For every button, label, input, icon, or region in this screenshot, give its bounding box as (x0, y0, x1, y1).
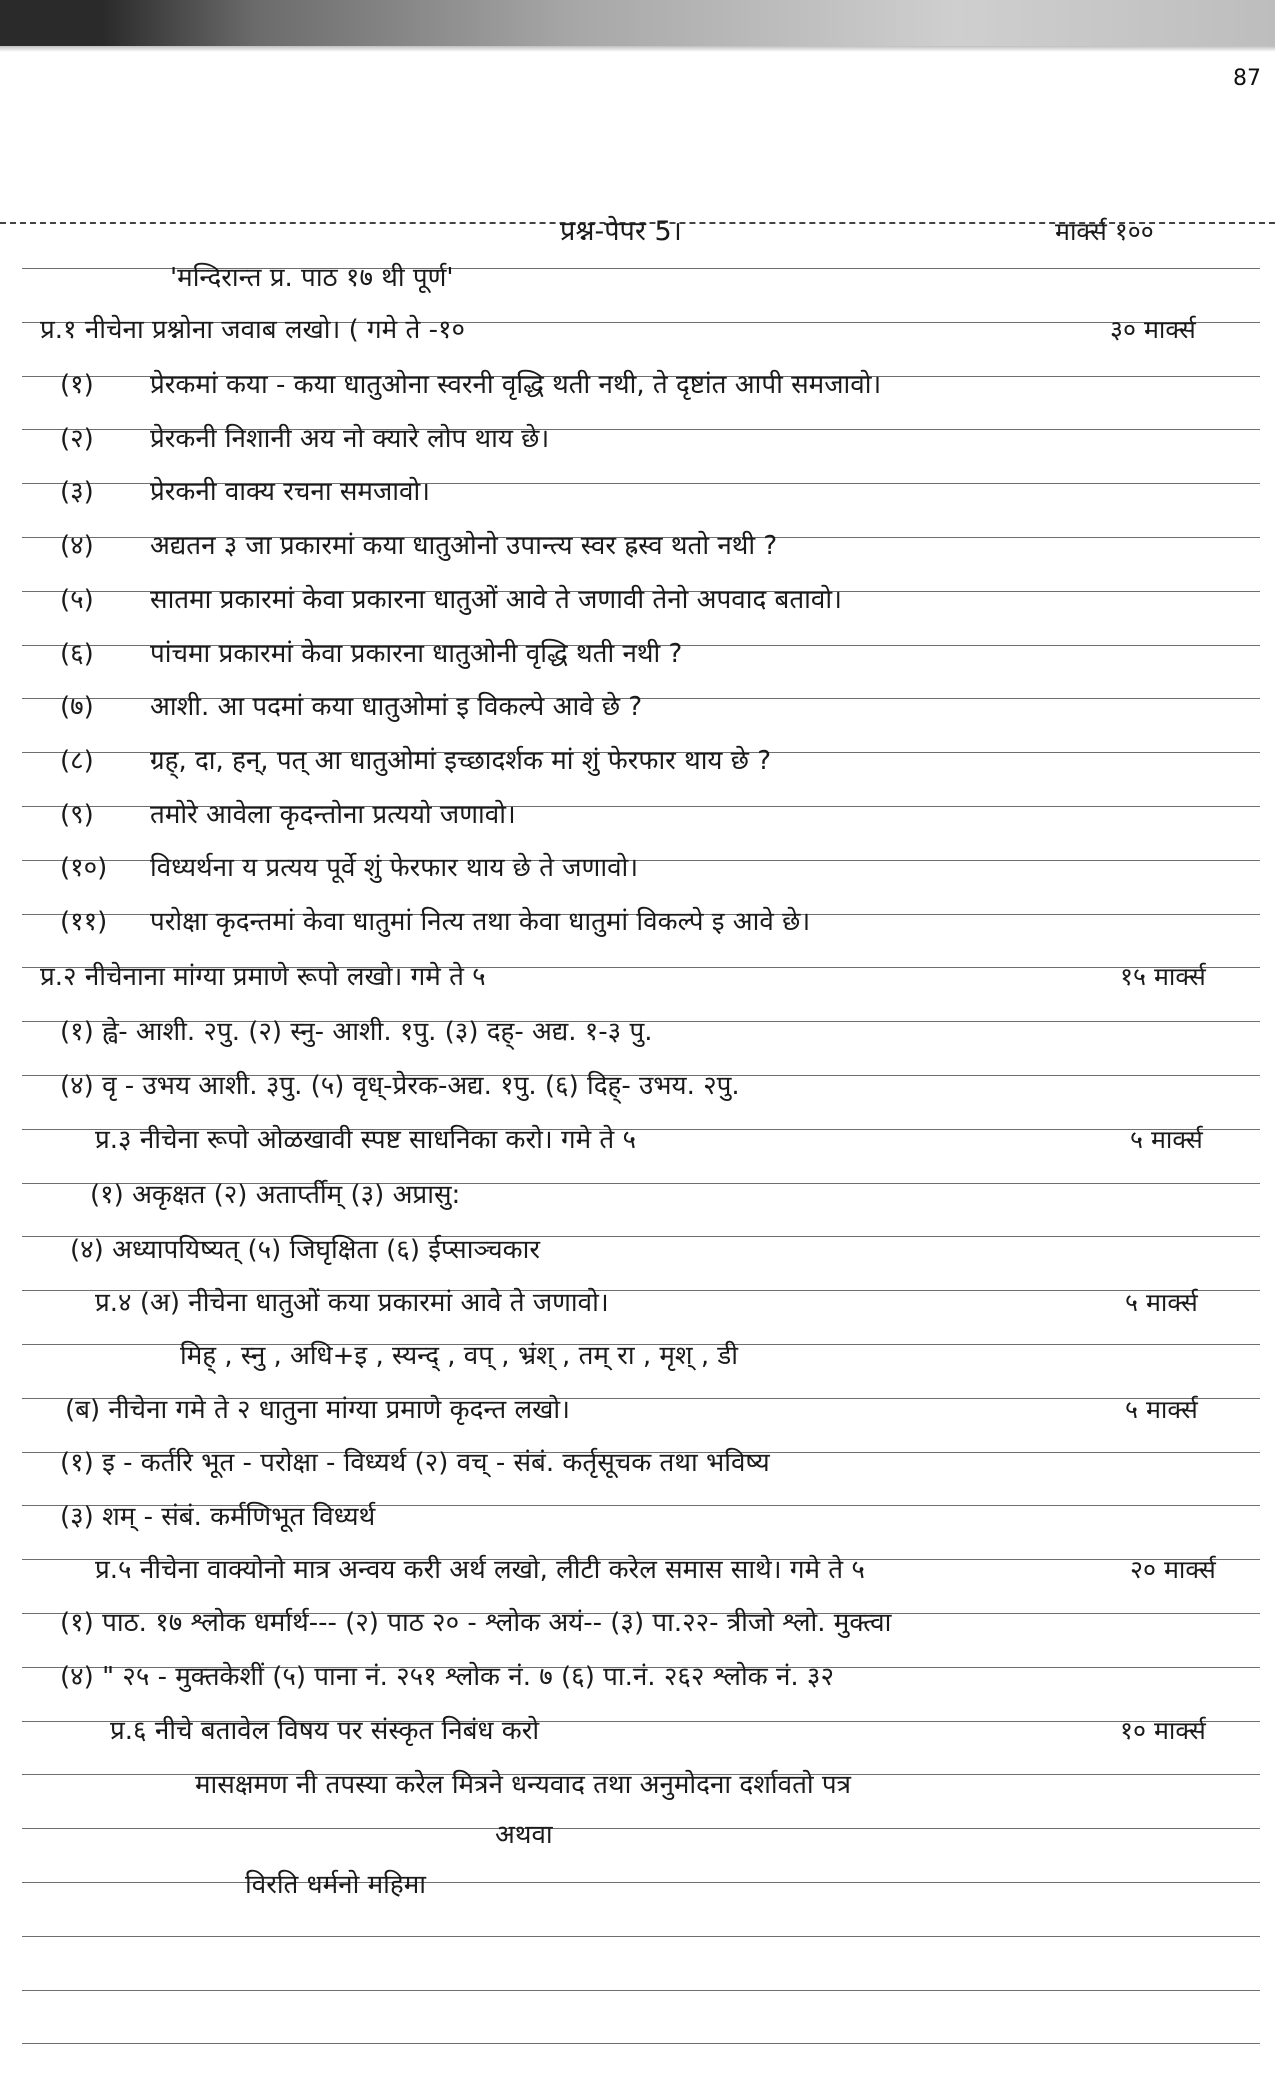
q1-item (0, 472, 1275, 512)
q2-heading-row (0, 957, 1275, 997)
q1-marks: ३० मार्क्स (1110, 315, 1196, 344)
ruled-line (22, 1990, 1260, 1991)
scan-edge-bar (0, 0, 1275, 46)
q1-heading-row (0, 310, 1275, 350)
q1-item-text: प्रेरकमां कया - कया धातुओना स्वरनी वृद्धि थती नथी, ते दृष्टांत आपी समजावो। (150, 370, 882, 400)
q1-item (0, 741, 1275, 781)
q1-item (0, 795, 1275, 835)
q6-topic-1: मासक्षमण नी तपस्या करेल मित्रने धन्यवाद तथा अनुमोदना दर्शावतो पत्र (195, 1770, 852, 1800)
q1-item-text: पांचमा प्रकारमां केवा प्रकारना धातुओनी वृद्धि थती नथी ? (150, 639, 683, 669)
q1-item (0, 902, 1275, 942)
q1-item (0, 687, 1275, 727)
q4a-heading: प्र.४ (अ) नीचेना धातुओं कया प्रकारमां आवे ते जणावो। (95, 1288, 609, 1318)
q1-item-number: (४) (60, 531, 94, 561)
q5-options-1-3: (१) पाठ. १७ श्लोक धर्मार्थ--- (२) पाठ २० - श्लोक अयं-- (३) पा.२२- त्रीजो श्लो. मुक्त्वा (60, 1608, 892, 1638)
q1-item (0, 848, 1275, 888)
q1-item-number: (११) (60, 907, 108, 937)
q4a-marks: ५ मार्क्स (1125, 1288, 1198, 1317)
q3-forms-4-6: (४) अध्यापयिष्यत् (५) जिघृक्षिता (६) ईप्साञ्चकार (70, 1235, 540, 1265)
q2-row-1 (0, 1012, 1275, 1052)
q1-item-number: (५) (60, 585, 94, 615)
q1-item-number: (१०) (60, 853, 108, 883)
ruled-line (22, 2043, 1260, 2044)
header-row (0, 212, 1275, 252)
q1-item-text: तमोरे आवेला कृदन्तोना प्रत्ययो जणावो। (150, 800, 516, 830)
q1-item-text: आशी. आ पदमां कया धातुओमां इ विकल्पे आवे छे ? (150, 692, 643, 722)
q6-topic-1-row (0, 1765, 1275, 1805)
ruled-line (22, 1936, 1260, 1937)
q2-options-1-3: (१) ह्वे- आशी. २पु. (२) स्नु- आशी. १पु. (३) दह्- अद्य. १-३ पु. (60, 1017, 653, 1047)
q4b-heading: (ब) नीचेना गमे ते २ धातुना मांग्या प्रमाणे कृदन्त लखो। (65, 1395, 570, 1425)
q4b-row-1 (0, 1443, 1275, 1483)
q1-item-text: सातमा प्रकारमां केवा प्रकारना धातुओं आवे ते जणावी तेनो अपवाद बतावो। (150, 585, 842, 615)
q1-item-number: (१) (60, 370, 94, 400)
q4-roots-list: मिह् , स्नु , अधि+इ , स्यन्द् , वप् , भ्रंश् , तम् रा , मृश् , डी (180, 1341, 739, 1371)
q6-marks: १० मार्क्स (1120, 1716, 1206, 1745)
q5-row-1 (0, 1603, 1275, 1643)
q2-marks: १५ मार्क्स (1120, 962, 1206, 991)
q1-item-text: अद्यतन ३ जा प्रकारमां कया धातुओनो उपान्त्य स्वर ह्रस्व थतो नथी ? (150, 531, 778, 561)
q3-row-1 (0, 1175, 1275, 1215)
q5-options-4-6: (४) " २५ - मुक्तकेशीं (५) पाना नं. २५१ श्लोक नं. ७ (६) पा.नं. २६२ श्लोक नं. ३२ (60, 1662, 834, 1692)
q1-item (0, 365, 1275, 405)
q6-heading: प्र.६ नीचे बतावेल विषय पर संस्कृत निबंध करो (110, 1716, 540, 1746)
q1-item-number: (२) (60, 424, 94, 454)
q1-item-text: प्रेरकनी निशानी अय नो क्यारे लोप थाय छे। (150, 424, 550, 454)
q1-item-number: (८) (60, 746, 94, 776)
q2-options-4-6: (४) वृ - उभय आशी. ३पु. (५) वृध्-प्रेरक-अद्य. १पु. (६) दिह्- उभय. २पु. (60, 1071, 740, 1101)
q1-item-text: ग्रह्, दा, हन्, पत् आ धातुओमां इच्छादर्शक मां शुं फेरफार थाय छे ? (150, 746, 772, 776)
q4b-row-2 (0, 1497, 1275, 1537)
q3-forms-1-3: (१) अकृक्षत (२) अतार्प्तीम् (३) अप्रासु: (90, 1180, 461, 1210)
q4a-heading-row (0, 1283, 1275, 1323)
q3-row-2 (0, 1230, 1275, 1270)
q3-heading-row (0, 1120, 1275, 1160)
total-marks: मार्क्स १०० (1055, 217, 1154, 246)
q4-roots-row (0, 1336, 1275, 1376)
q2-row-2 (0, 1066, 1275, 1106)
q1-heading: प्र.१ नीचेना प्रश्नोना जवाब लखो। ( गमे ते -१० (40, 315, 465, 345)
q1-item-text: विध्यर्थना य प्रत्यय पूर्वे शुं फेरफार थाय छे ते जणावो। (150, 853, 639, 883)
q1-item-number: (९) (60, 800, 94, 830)
q5-heading: प्र.५ नीचेना वाक्योनो मात्र अन्वय करी अर्थ लखो, लीटी करेल समास साथे। गमे ते ५ (95, 1555, 865, 1585)
q1-item-number: (३) (60, 477, 94, 507)
q1-item (0, 634, 1275, 674)
q1-item-number: (६) (60, 639, 94, 669)
q1-item (0, 526, 1275, 566)
q6-topic-2-row (0, 1865, 1275, 1905)
q5-row-2 (0, 1657, 1275, 1697)
q4b-marks: ५ मार्क्स (1125, 1395, 1198, 1424)
q4b-options-1-2: (१) इ - कर्तरि भूत - परोक्षा - विध्यर्थ (२) वच् - संबं. कर्तृसूचक तथा भविष्य (60, 1448, 770, 1478)
q6-or-row (0, 1815, 1275, 1855)
q6-topic-2: विरति धर्मनो महिमा (245, 1870, 426, 1900)
q4b-option-3: (३) शम् - संबं. कर्मणिभूत विध्यर्थ (60, 1502, 376, 1532)
syllabus-row (0, 258, 1275, 298)
q1-item (0, 419, 1275, 459)
q6-heading-row (0, 1711, 1275, 1751)
q1-item-number: (७) (60, 692, 94, 722)
page-number: 87 (1233, 66, 1261, 91)
paper-title: प्रश्न-पेपर 5। (560, 216, 682, 247)
q3-marks: ५ मार्क्स (1130, 1125, 1203, 1154)
syllabus-note: 'मन्दिरान्त प्र. पाठ १७ थी पूर्ण' (170, 263, 454, 293)
q5-heading-row (0, 1550, 1275, 1590)
q2-heading: प्र.२ नीचेनाना मांग्या प्रमाणे रूपो लखो। गमे ते ५ (40, 962, 486, 992)
q4b-heading-row (0, 1390, 1275, 1430)
q1-item-text: परोक्षा कृदन्तमां केवा धातुमां नित्य तथा केवा धातुमां विकल्पे इ आवे छे। (150, 907, 811, 937)
q1-item-text: प्रेरकनी वाक्य रचना समजावो। (150, 477, 431, 507)
q6-or: अथवा (495, 1820, 553, 1850)
q5-marks: २० मार्क्स (1130, 1555, 1216, 1584)
q1-item (0, 580, 1275, 620)
q3-heading: प्र.३ नीचेना रूपो ओळखावी स्पष्ट साधनिका करो। गमे ते ५ (95, 1125, 637, 1155)
